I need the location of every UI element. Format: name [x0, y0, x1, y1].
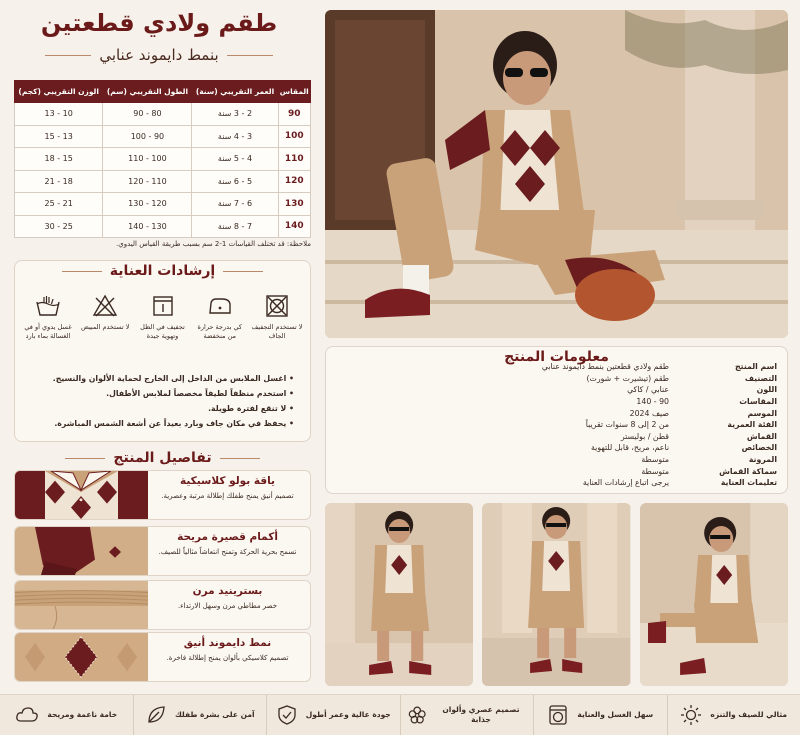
info-value: يرجى اتباع إرشادات العناية — [582, 478, 669, 488]
cell-age: 3 - 4 سنة — [192, 125, 278, 148]
info-row — [336, 384, 777, 396]
feature-label: جودة عالية وعمر أطول — [305, 710, 391, 719]
detail-text: تصميم كلاسيكي بألوان يمنح إطلالة فاخرة. — [166, 654, 289, 662]
waistband-photo — [15, 581, 148, 629]
info-label: اللون — [756, 385, 777, 395]
info-value: ناعم، مريح، قابل للتهوية — [591, 443, 669, 453]
cell-height: 130 - 140 — [103, 215, 192, 238]
info-value: من 2 إلى 8 سنوات تقريباً — [585, 420, 669, 430]
cell-height: 80 - 90 — [103, 103, 192, 126]
feature-label: آمن على بشرة طفلك — [174, 710, 255, 719]
gallery-photo-standing[interactable] — [482, 503, 630, 686]
cell-weight: 18 - 21 — [15, 170, 103, 193]
care-label: كي بدرجة حرارة من منخفضة — [197, 323, 242, 340]
cell-size: 120 — [278, 170, 311, 193]
cell-height: 110 - 120 — [103, 170, 192, 193]
hero-photo — [325, 10, 788, 338]
info-label: سماكة القماش — [719, 466, 777, 476]
leaf-icon — [145, 704, 167, 726]
feature-strip — [0, 694, 800, 735]
size-table — [14, 80, 311, 238]
no-tumble-dry-icon — [264, 293, 290, 319]
table-row — [15, 215, 311, 238]
info-value: صيف 2024 — [629, 408, 669, 418]
cell-size: 130 — [278, 193, 311, 216]
details-heading — [14, 450, 311, 466]
feature-label: خامة ناعمة ومريحة — [47, 710, 118, 719]
iron-low-icon — [206, 293, 234, 319]
divider — [62, 271, 102, 272]
info-row — [336, 407, 777, 419]
info-label: الموسم — [747, 408, 777, 418]
feature-item — [133, 695, 267, 735]
cell-weight: 21 - 25 — [15, 193, 103, 216]
flower-icon — [407, 704, 427, 726]
care-item — [21, 293, 75, 341]
info-value: طقم (تيشيرت + شورت) — [586, 373, 669, 383]
cell-weight: 25 - 30 — [15, 215, 103, 238]
care-item — [78, 293, 132, 341]
info-label: الخصائص — [741, 443, 777, 453]
info-value: طقم ولادي قطعتين بنمط دايموند عنابي — [541, 362, 669, 372]
cell-age: 2 - 3 سنة — [192, 103, 278, 126]
info-label: المرونة — [748, 455, 777, 465]
info-label: الفئة العمرية — [727, 420, 777, 430]
dry-in-shade-icon — [150, 293, 176, 319]
col-height: الطول التقريبي (سم) — [103, 81, 192, 103]
product-info-title: معلومات المنتج — [504, 349, 609, 365]
col-weight: الوزن التقريبي (كجم) — [15, 81, 103, 103]
title-block — [0, 6, 318, 64]
care-label: تجفيف في الظل وتهوية جيدة — [140, 323, 185, 340]
care-item — [193, 293, 247, 341]
info-row — [336, 396, 777, 408]
col-age: العمر التقريبي (سنة) — [192, 81, 278, 103]
detail-card-pattern — [14, 632, 311, 682]
detail-card-sleeves — [14, 526, 311, 576]
size-note: ملاحظة: قد تختلف القياسات 1-2 سم بسبب طريقة القياس اليدوي. — [116, 240, 311, 248]
divider — [45, 55, 91, 56]
photo-gallery — [325, 503, 788, 686]
details-title: تفاصيل المنتج — [113, 450, 212, 466]
pattern-photo — [15, 633, 148, 681]
divider — [227, 55, 273, 56]
table-row — [15, 193, 311, 216]
feature-item — [266, 695, 400, 735]
feature-item — [400, 695, 534, 735]
feature-label: تصميم عصري وألوان جذابة — [442, 705, 520, 724]
info-row — [336, 465, 777, 477]
info-value: متوسطة — [641, 455, 669, 465]
feature-item — [667, 695, 800, 735]
divider — [220, 458, 260, 459]
detail-text: تسمح بحرية الحركة وتمنح انتعاشاً مثالياً للصيف. — [158, 548, 297, 556]
care-tip: • استخدم منظفاً لطيفاً مخصصاً لملابس الأطفال. — [25, 386, 294, 401]
care-label: لا تستخدم التجفيف الجاف — [251, 323, 303, 340]
gallery-photo-walking[interactable] — [325, 503, 473, 686]
detail-card-waistband — [14, 580, 311, 630]
care-item — [136, 293, 190, 341]
info-row — [336, 419, 777, 431]
cell-age: 5 - 6 سنة — [192, 170, 278, 193]
hand-wash-icon — [34, 293, 62, 319]
cell-size: 140 — [278, 215, 311, 238]
care-tip: • اغسل الملابس من الداخل إلى الخارج لحماية الألوان والنسيج. — [25, 371, 294, 386]
cell-weight: 10 - 13 — [15, 103, 103, 126]
info-value: عنابي / كاكي — [627, 385, 669, 395]
feature-item — [0, 695, 133, 735]
detail-title: بسترينيد مرن — [192, 585, 263, 597]
care-heading — [15, 263, 310, 279]
info-row — [336, 431, 777, 443]
info-value: 90 - 140 — [636, 397, 669, 407]
info-row — [336, 454, 777, 466]
detail-card-collar — [14, 470, 311, 520]
detail-text: خصر مطاطي مرن وسهل الارتداء. — [177, 602, 278, 610]
care-section — [14, 260, 311, 442]
subtitle-row — [0, 46, 318, 64]
cell-size: 110 — [278, 148, 311, 171]
care-label: غسل يدوي أو في الغسالة بماء بارد — [24, 323, 72, 340]
cloud-icon — [15, 704, 39, 726]
info-label: القماش — [746, 431, 777, 441]
detail-title: نمط دايموند أنيق — [183, 637, 272, 649]
cell-age: 4 - 5 سنة — [192, 148, 278, 171]
detail-title: أكمام قصيرة مريحة — [177, 531, 278, 543]
cell-size: 100 — [278, 125, 311, 148]
cell-age: 7 - 8 سنة — [192, 215, 278, 238]
col-size: المقاس — [278, 81, 311, 103]
care-tip: • لا تنقع لفترة طويلة. — [25, 401, 294, 416]
divider — [223, 271, 263, 272]
info-label: المقاسات — [739, 397, 777, 407]
size-table-header — [15, 81, 311, 103]
table-row — [15, 148, 311, 171]
info-row — [336, 373, 777, 385]
feature-label: سهل الغسل والعناية — [577, 710, 654, 719]
cell-size: 90 — [278, 103, 311, 126]
info-label: اسم المنتج — [735, 362, 777, 372]
detail-text: تصميم أنيق يمنح طفلك إطلالة مرتبة وعصرية. — [161, 492, 294, 500]
product-info — [325, 346, 788, 494]
no-bleach-icon — [92, 293, 118, 319]
page-title: طقم ولادي قطعتين — [40, 9, 278, 37]
table-row — [15, 125, 311, 148]
sleeve-photo — [15, 527, 148, 575]
detail-title: ياقة بولو كلاسيكية — [180, 475, 275, 487]
cell-height: 90 - 100 — [103, 125, 192, 148]
care-title: إرشادات العناية — [109, 263, 216, 279]
info-row — [336, 477, 777, 489]
info-row — [336, 442, 777, 454]
page-subtitle: بنمط دايموند عنابي — [99, 46, 219, 64]
cell-height: 120 - 130 — [103, 193, 192, 216]
cell-height: 100 - 110 — [103, 148, 192, 171]
collar-photo — [15, 471, 148, 519]
washing-machine-icon — [547, 704, 569, 726]
cell-weight: 15 - 18 — [15, 148, 103, 171]
care-tips — [25, 371, 294, 431]
info-label: تعليمات العناية — [720, 478, 777, 488]
info-label: التصنيف — [744, 373, 777, 383]
divider — [65, 458, 105, 459]
cell-weight: 13 - 15 — [15, 125, 103, 148]
care-icons — [21, 293, 304, 341]
care-item — [250, 293, 304, 341]
feature-label: مثالي للصيف والتنزه — [710, 710, 788, 719]
gallery-photo-sitting[interactable] — [640, 503, 788, 686]
info-value: قطن / بوليستر — [620, 431, 669, 441]
table-row — [15, 170, 311, 193]
shield-check-icon — [276, 704, 298, 726]
feature-item — [533, 695, 667, 735]
care-label: لا تستخدم المبيض — [81, 323, 130, 331]
table-row — [15, 103, 311, 126]
info-value: متوسطة — [641, 466, 669, 476]
cell-age: 6 - 7 سنة — [192, 193, 278, 216]
sun-icon — [680, 704, 702, 726]
info-row — [336, 361, 777, 373]
product-info-rows — [336, 361, 777, 489]
care-tip: • يحفظ في مكان جاف وبارد بعيداً عن أشعة الشمس المباشرة. — [25, 416, 294, 431]
